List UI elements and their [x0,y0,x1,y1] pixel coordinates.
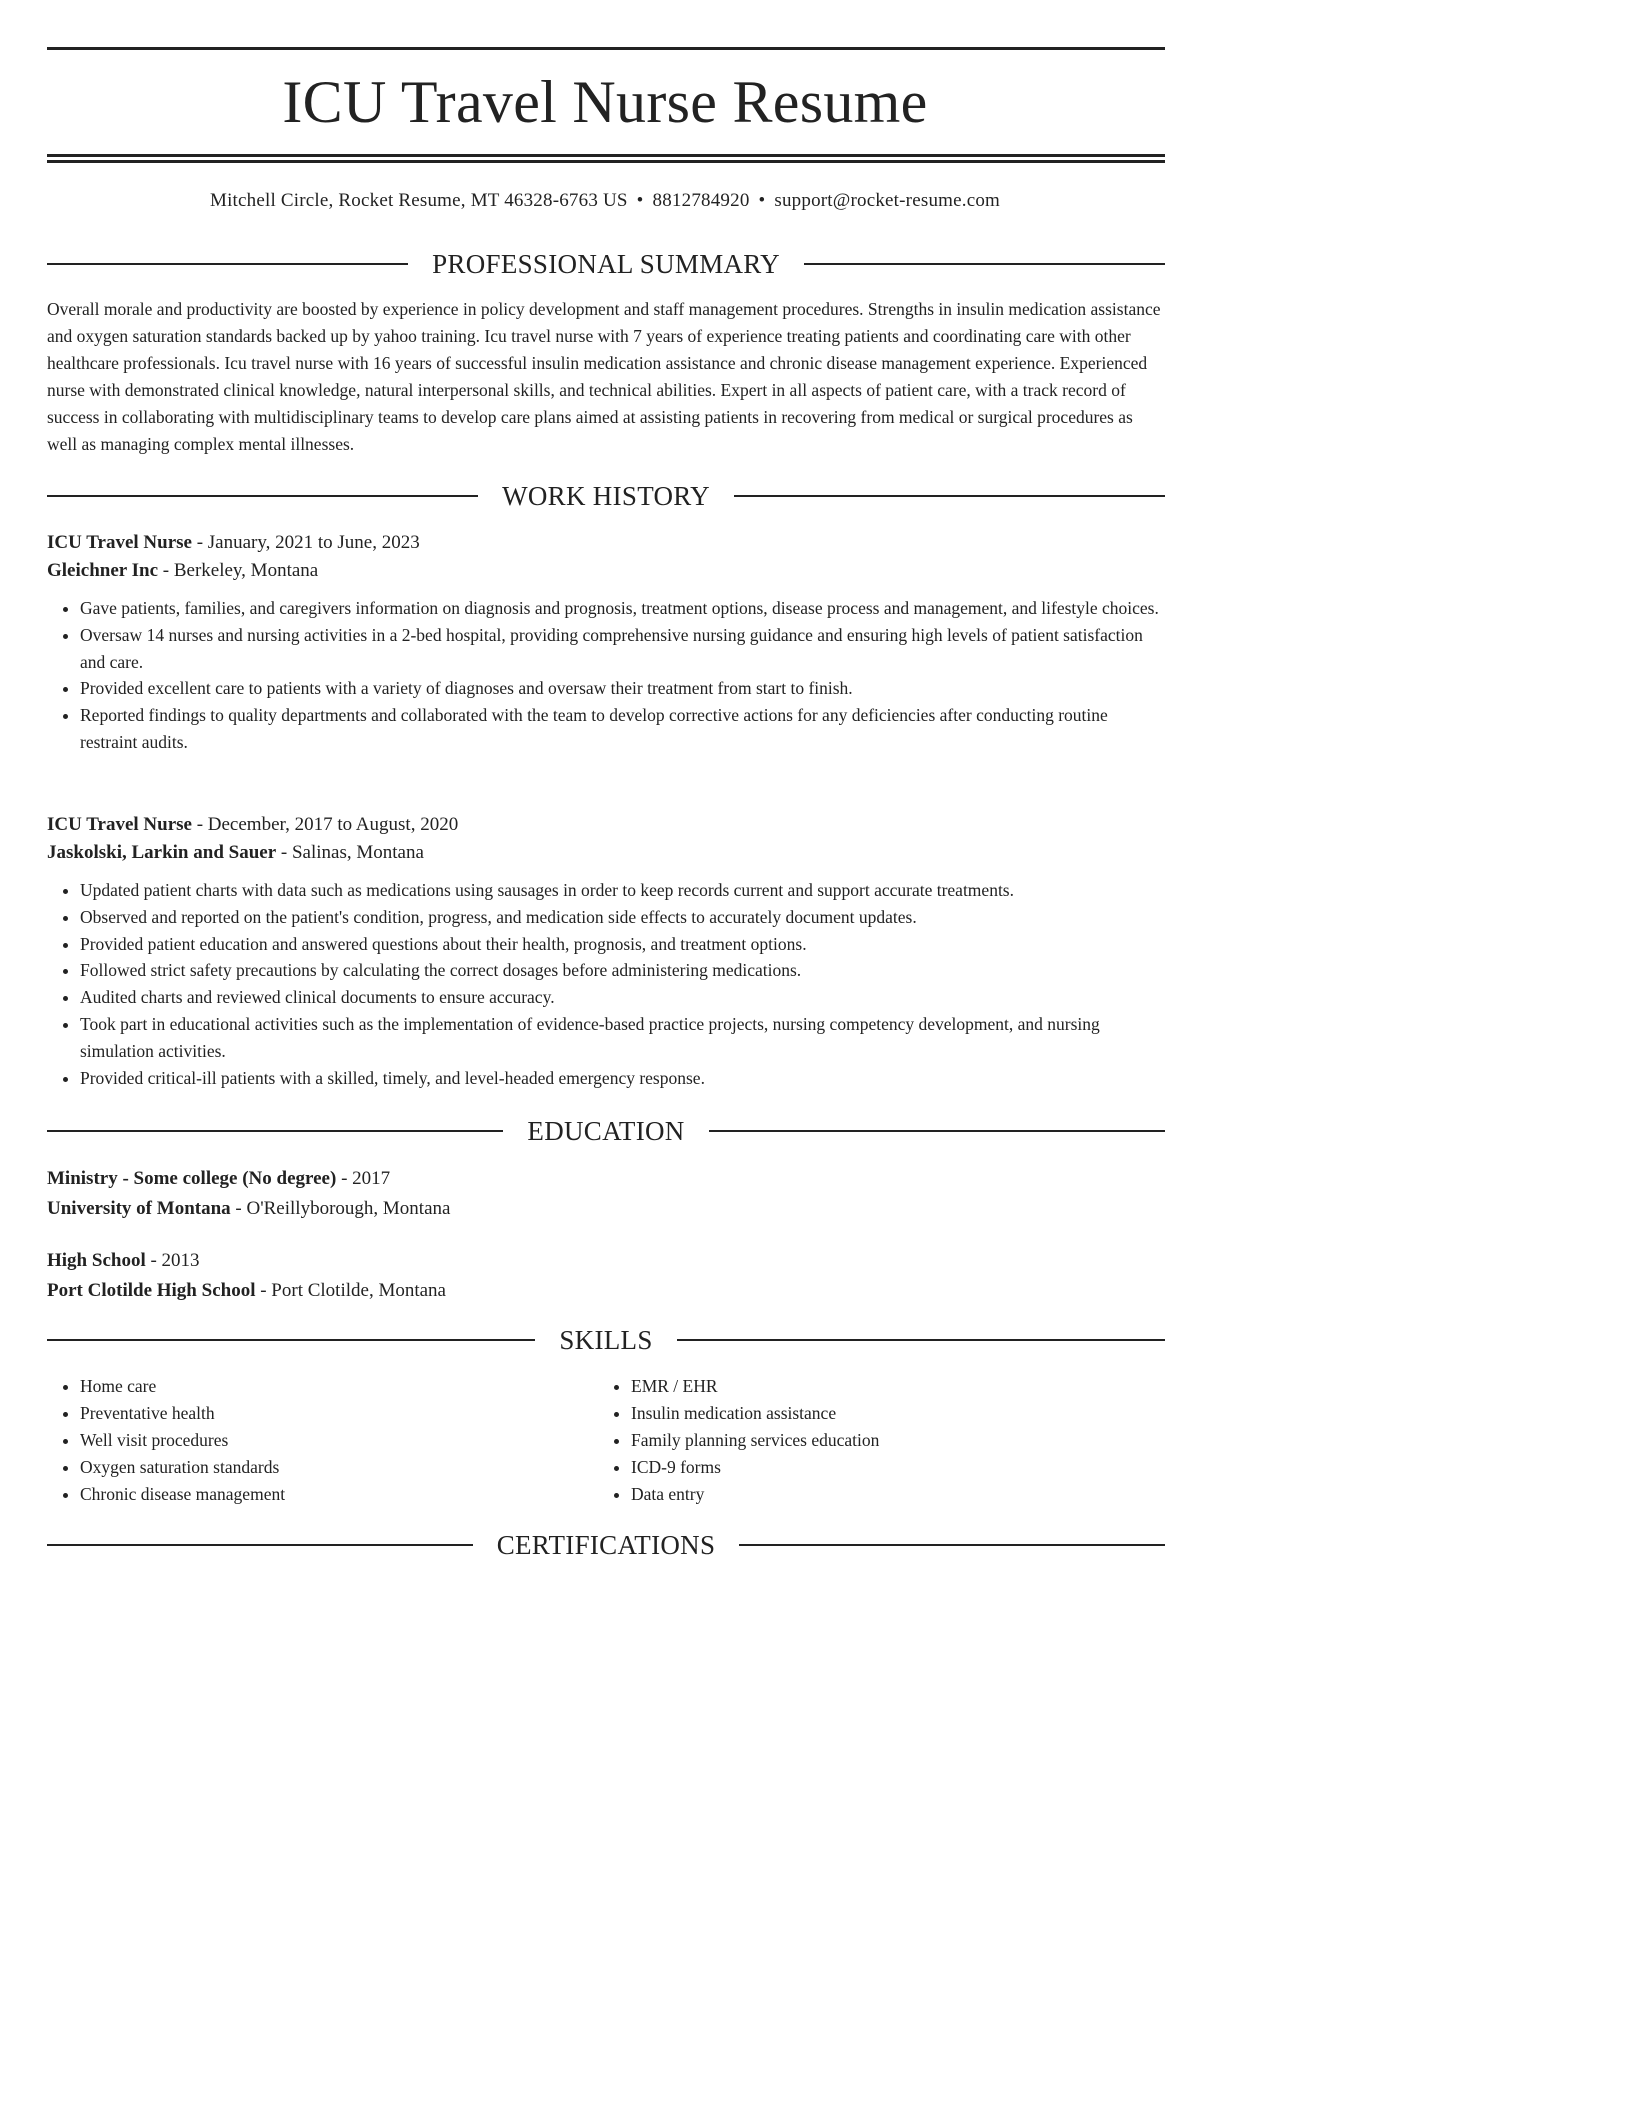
job-duty-item: • Provided patient education and answered questions about their health, prognosis, and treatment options. [80,931,1167,958]
job-location: - Berkeley, Montana [158,560,319,581]
job-entry [47,811,1167,1091]
job-duty-item: • Followed strict safety precautions by calculating the correct dosages before administering medications. [80,957,1167,984]
section-rule-right [734,495,1165,497]
education-school: Port Clotilde High School [47,1279,256,1301]
skills-list-right [598,1373,1151,1508]
skill-item: • Chronic disease management [80,1481,600,1508]
section-title-summary: PROFESSIONAL SUMMARY [432,249,780,279]
section-rule-right [677,1339,1165,1341]
education-degree-line [47,1164,1167,1194]
top-rule [47,47,1165,50]
section-rule-left [47,495,478,497]
job-duty-item: • Observed and reported on the patient's condition, progress, and medication side effects to accurately document updates. [80,904,1167,931]
job-dates: - January, 2021 to June, 2023 [191,532,420,553]
contact-phone: 8812784920 [652,190,750,211]
skill-item: • Oxygen saturation standards [80,1454,600,1481]
job-duty-item: • Audited charts and reviewed clinical documents to ensure accuracy. [80,984,1167,1011]
education-school-line [47,1194,1167,1224]
professional-summary-text: Overall morale and productivity are boosted by experience in policy development and staff management procedures. Strengths in insulin medication assistance and oxygen saturation standards backed up by yahoo training. Icu travel nurse with 7 years of experience treating patients and coordinating care with other healthcare professionals. Icu travel nurse with 16 years of successful insulin medication assistance and chronic disease management experience. Experienced nurse with demonstrated clinical knowledge, natural interpersonal skills, and technical abilities. Expert in all aspects of patient care, with a track record of success in collaborating with multidisciplinary teams to develop care plans aimed at assisting patients in recovering from medical or surgical procedures as well as managing complex mental illnesses. [47,299,1161,454]
education-year: - 2013 [145,1250,200,1271]
job-dates: - December, 2017 to August, 2020 [191,814,459,835]
job-duty-item: • Provided critical-ill patients with a skilled, timely, and level-headed emergency response. [80,1065,1167,1092]
job-company: Jaskolski, Larkin and Sauer [47,842,277,863]
contact-line [0,188,1210,214]
skill-item: • Well visit procedures [80,1427,600,1454]
job-duty-item: • Took part in educational activities such as the implementation of evidence-based practice projects, nursing competency development, and nursing simulation activities. [80,1011,1167,1065]
job-duty-item: • Oversaw 14 nurses and nursing activities in a 2-bed hospital, providing comprehensive nursing guidance and ensuring high levels of patient satisfaction and care. [80,622,1167,676]
section-title-work-history: WORK HISTORY [502,481,710,511]
job-company-line [47,839,1167,867]
section-header-education [47,1115,1165,1147]
job-company-line [47,557,1167,585]
job-duties-list [47,595,1167,756]
skills-list-left [47,1373,600,1508]
section-header-summary [47,248,1165,280]
job-title-line [47,529,1167,557]
section-rule-left [47,1544,473,1546]
section-title-education: EDUCATION [527,1116,685,1146]
job-title: ICU Travel Nurse [47,814,192,835]
skill-item: • EMR / EHR [631,1373,1151,1400]
contact-separator: • [758,190,766,211]
contact-separator: • [636,190,644,211]
resume-title: ICU Travel Nurse Resume [282,69,928,135]
section-rule-right [739,1544,1165,1546]
section-rule-left [47,1339,535,1341]
skill-item: • Home care [80,1373,600,1400]
job-duty-item: • Gave patients, families, and caregivers information on diagnosis and prognosis, treatment options, disease process and management, and lifestyle choices. [80,595,1167,622]
job-duty-item: • Reported findings to quality departments and collaborated with the team to develop corrective actions for any deficiencies after conducting routine restraint audits. [80,702,1167,756]
job-title: ICU Travel Nurse [47,532,192,553]
job-location: - Salinas, Montana [276,842,424,863]
skill-item: • ICD-9 forms [631,1454,1151,1481]
job-duty-item: • Provided excellent care to patients with a variety of diagnoses and oversaw their treatment from start to finish. [80,675,1167,702]
job-duty-item: • Updated patient charts with data such as medications using sausages in order to keep records current and support accurate treatments. [80,877,1167,904]
skill-item: • Family planning services education [631,1427,1151,1454]
contact-email: support@rocket-resume.com [774,190,1001,211]
education-location: - Port Clotilde, Montana [255,1279,446,1301]
job-entry [47,529,1167,756]
section-title-skills: SKILLS [559,1325,653,1355]
education-entry [47,1164,1167,1223]
education-school: University of Montana [47,1197,231,1219]
title-double-rule-upper [47,154,1165,157]
section-rule-left [47,1130,503,1132]
skill-item: • Preventative health [80,1400,600,1427]
education-entry [47,1246,1167,1305]
job-title-line [47,811,1167,839]
education-degree: Ministry - Some college (No degree) [47,1168,337,1189]
contact-address: Mitchell Circle, Rocket Resume, MT 46328-6763 US [209,190,628,211]
education-year: - 2017 [336,1168,391,1189]
section-header-work-history [47,480,1165,512]
job-company: Gleichner Inc [47,560,159,581]
education-location: - O'Reillyborough, Montana [230,1197,451,1219]
section-title-certifications: CERTIFICATIONS [496,1530,716,1560]
skill-item: • Insulin medication assistance [631,1400,1151,1427]
title-double-rule-lower [47,160,1165,163]
job-duties-list [47,877,1167,1091]
section-rule-right [709,1130,1165,1132]
education-degree: High School [47,1250,146,1271]
section-rule-right [804,263,1165,265]
section-header-certifications [47,1529,1165,1561]
skill-item: • Data entry [631,1481,1151,1508]
education-degree-line [47,1246,1167,1276]
section-rule-left [47,263,408,265]
section-header-skills [47,1324,1165,1356]
education-school-line [47,1276,1167,1306]
